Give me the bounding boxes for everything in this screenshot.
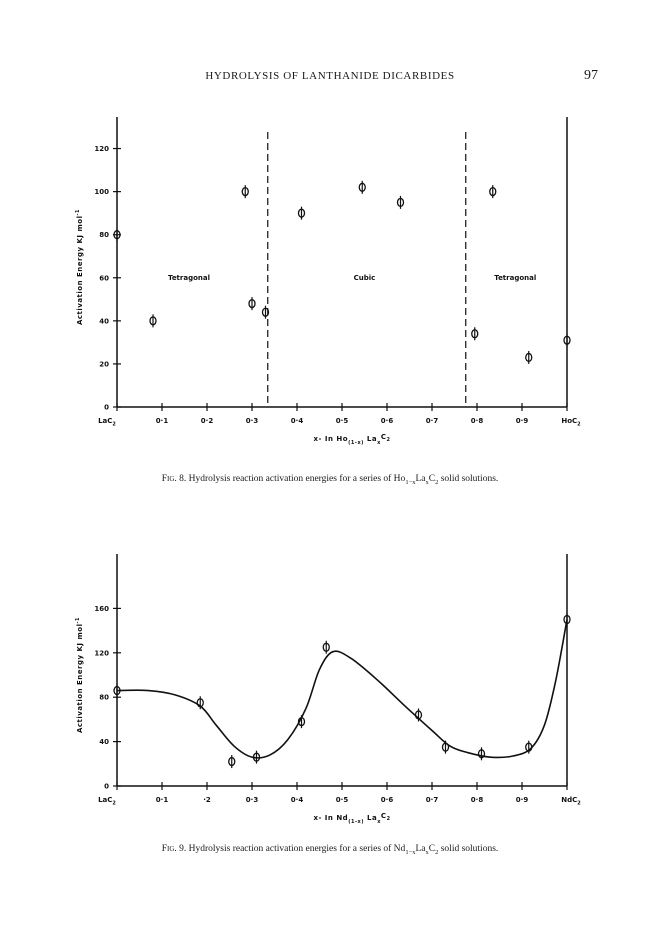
fig8-x-axis-label-part: C xyxy=(380,433,387,441)
figure-8-caption-sub1: 1−x xyxy=(405,478,416,486)
fig9-y-axis-label: Activation Energy KJ mol$^{-1}$ xyxy=(75,616,84,734)
fig8-plot xyxy=(75,117,581,446)
fig9-x-tick-label: NdC$_2$ xyxy=(561,796,581,807)
fig9-plot xyxy=(75,554,581,825)
fig9-x-axis-label-part: x xyxy=(377,819,381,825)
figure-9-caption-sub2: x xyxy=(425,848,429,856)
fig8-data-point xyxy=(299,207,305,220)
fig8-data-point xyxy=(564,334,570,347)
fig9-y-axis-label-sup: -1 xyxy=(75,616,81,624)
fig8-data-point xyxy=(242,185,248,198)
fig9-data-point xyxy=(323,641,329,654)
fig9-x-tick-label: 0·5 xyxy=(335,796,349,804)
figure-8-caption-end: C xyxy=(428,474,436,484)
fig9-x-tick-label: 0·3 xyxy=(245,796,259,804)
figure-9-caption xyxy=(0,844,660,856)
fig9-x-tick-label: LaC$_2$ xyxy=(98,796,116,807)
figure-9-caption-label: Fig. 9. xyxy=(161,844,187,854)
fig8-region-label: Tetragonal xyxy=(167,273,211,282)
fig8-y-tick-label: 0 xyxy=(104,403,109,412)
fig9-x-axis-label-part: 2 xyxy=(386,816,391,822)
fig8-y-tick-label: 120 xyxy=(94,145,109,154)
fig9-x-axis-label xyxy=(313,812,390,825)
fig9-y-tick-label: 40 xyxy=(99,738,109,747)
fig9-x-tick-sub: 2 xyxy=(112,800,116,807)
fig8-y-tick-label: 40 xyxy=(99,317,109,326)
figure-8-caption xyxy=(0,474,660,486)
fig8-x-tick-label: 0·4 xyxy=(290,417,304,425)
fig9-y-tick-label: 160 xyxy=(94,604,109,613)
fig9-x-axis-label-part: C xyxy=(380,812,387,820)
figure-8-caption-text: Hydrolysis reaction activation energies for a series of Ho xyxy=(188,474,406,484)
fig9-data-point xyxy=(564,613,570,626)
fig8-y-tick-label: 20 xyxy=(99,360,109,369)
figure-8-caption-sub3: 2 xyxy=(435,478,439,486)
fig8-x-tick-label: 0·3 xyxy=(245,417,259,425)
fig8-data-point xyxy=(398,196,404,209)
fig8-region-label: Tetragonal xyxy=(494,273,537,282)
fig8-x-tick-sub: 2 xyxy=(112,421,116,428)
fig9-y-tick-label: 0 xyxy=(104,782,109,791)
fig8-data-point xyxy=(150,314,156,327)
fig8-x-tick-label: 0·7 xyxy=(425,417,439,425)
figure-9-caption-end: C xyxy=(428,844,436,854)
fig9-data-point xyxy=(443,741,449,754)
figure-8-caption-mid: La xyxy=(415,474,426,484)
fig9-x-tick-label: ·2 xyxy=(203,796,211,804)
fig9-x-tick-label: 0·7 xyxy=(425,796,439,804)
fig8-x-tick-label: HoC$_2$ xyxy=(561,417,581,428)
figure-9-caption-mid: La xyxy=(415,844,426,854)
page-number: 97 xyxy=(584,68,598,83)
fig8-data-point xyxy=(472,327,478,340)
fig8-x-tick-label: LaC$_2$ xyxy=(98,417,116,428)
figure-8-caption-label: Fig. 8. xyxy=(161,474,187,484)
fig8-y-tick-label: 60 xyxy=(99,274,109,283)
fig8-y-axis-label-sup: -1 xyxy=(75,208,81,216)
fig8-x-tick-label: 0·5 xyxy=(335,417,349,425)
fig9-x-axis-label-part: La xyxy=(364,814,378,822)
fig9-y-tick-label: 120 xyxy=(94,649,109,658)
fig9-x-axis-label-part: (1-x) xyxy=(348,819,365,825)
fig8-x-tick-label: 0·2 xyxy=(200,417,214,425)
fig9-data-point xyxy=(229,755,235,768)
fig8-region-label: Cubic xyxy=(353,273,376,282)
fig9-x-tick-label: 0·6 xyxy=(380,796,394,804)
fig8-x-axis-label-part: x xyxy=(377,440,381,446)
fig9-x-axis-label-part: x- In Nd xyxy=(313,814,349,822)
fig8-y-tick-label: 80 xyxy=(99,231,109,240)
fig8-x-tick-label: 0·1 xyxy=(155,417,169,425)
fig8-x-tick-label: 0·9 xyxy=(515,417,529,425)
figure-9-caption-text: Hydrolysis reaction activation energies for a series of Nd xyxy=(188,844,406,854)
fig9-y-tick-label: 80 xyxy=(99,693,109,702)
running-title: HYDROLYSIS OF LANTHANIDE DICARBIDES xyxy=(205,70,455,82)
fig8-data-point xyxy=(249,297,255,310)
fig8-data-point xyxy=(490,185,496,198)
fig8-data-point xyxy=(359,181,365,194)
fig9-x-tick-sub: 2 xyxy=(577,800,581,807)
figure-8-caption-after: solid solutions. xyxy=(438,474,499,484)
fig8-x-tick-label: 0·8 xyxy=(470,417,484,425)
fig9-fit-curve xyxy=(117,620,567,758)
fig8-x-tick-sub: 2 xyxy=(577,421,581,428)
figure-8-caption-sub2: x xyxy=(425,478,429,486)
fig8-x-tick-label: 0·6 xyxy=(380,417,394,425)
fig8-x-axis-label-part: 2 xyxy=(386,437,391,443)
fig9-x-tick-label: 0·9 xyxy=(515,796,529,804)
figure-9-caption-after: solid solutions. xyxy=(438,844,499,854)
fig8-x-axis-label-part: x- In Ho xyxy=(313,435,349,443)
fig9-x-tick-label: 0·4 xyxy=(290,796,304,804)
fig8-y-axis-label: Activation Energy KJ mol$^{-1}$ xyxy=(75,208,84,326)
fig9-x-tick-label: 0·8 xyxy=(470,796,484,804)
fig8-x-axis-label-part: (1-x) xyxy=(348,440,364,446)
fig9-x-tick-label: 0·1 xyxy=(155,796,169,804)
fig8-x-axis-label xyxy=(314,433,391,446)
fig9-data-point xyxy=(479,747,485,760)
fig8-data-point xyxy=(526,351,532,364)
figure-9-caption-sub3: 2 xyxy=(435,848,439,856)
fig8-x-axis-label-part: La xyxy=(363,435,378,443)
fig8-y-tick-label: 100 xyxy=(94,188,109,197)
figure-9-caption-sub1: 1−x xyxy=(405,848,416,856)
